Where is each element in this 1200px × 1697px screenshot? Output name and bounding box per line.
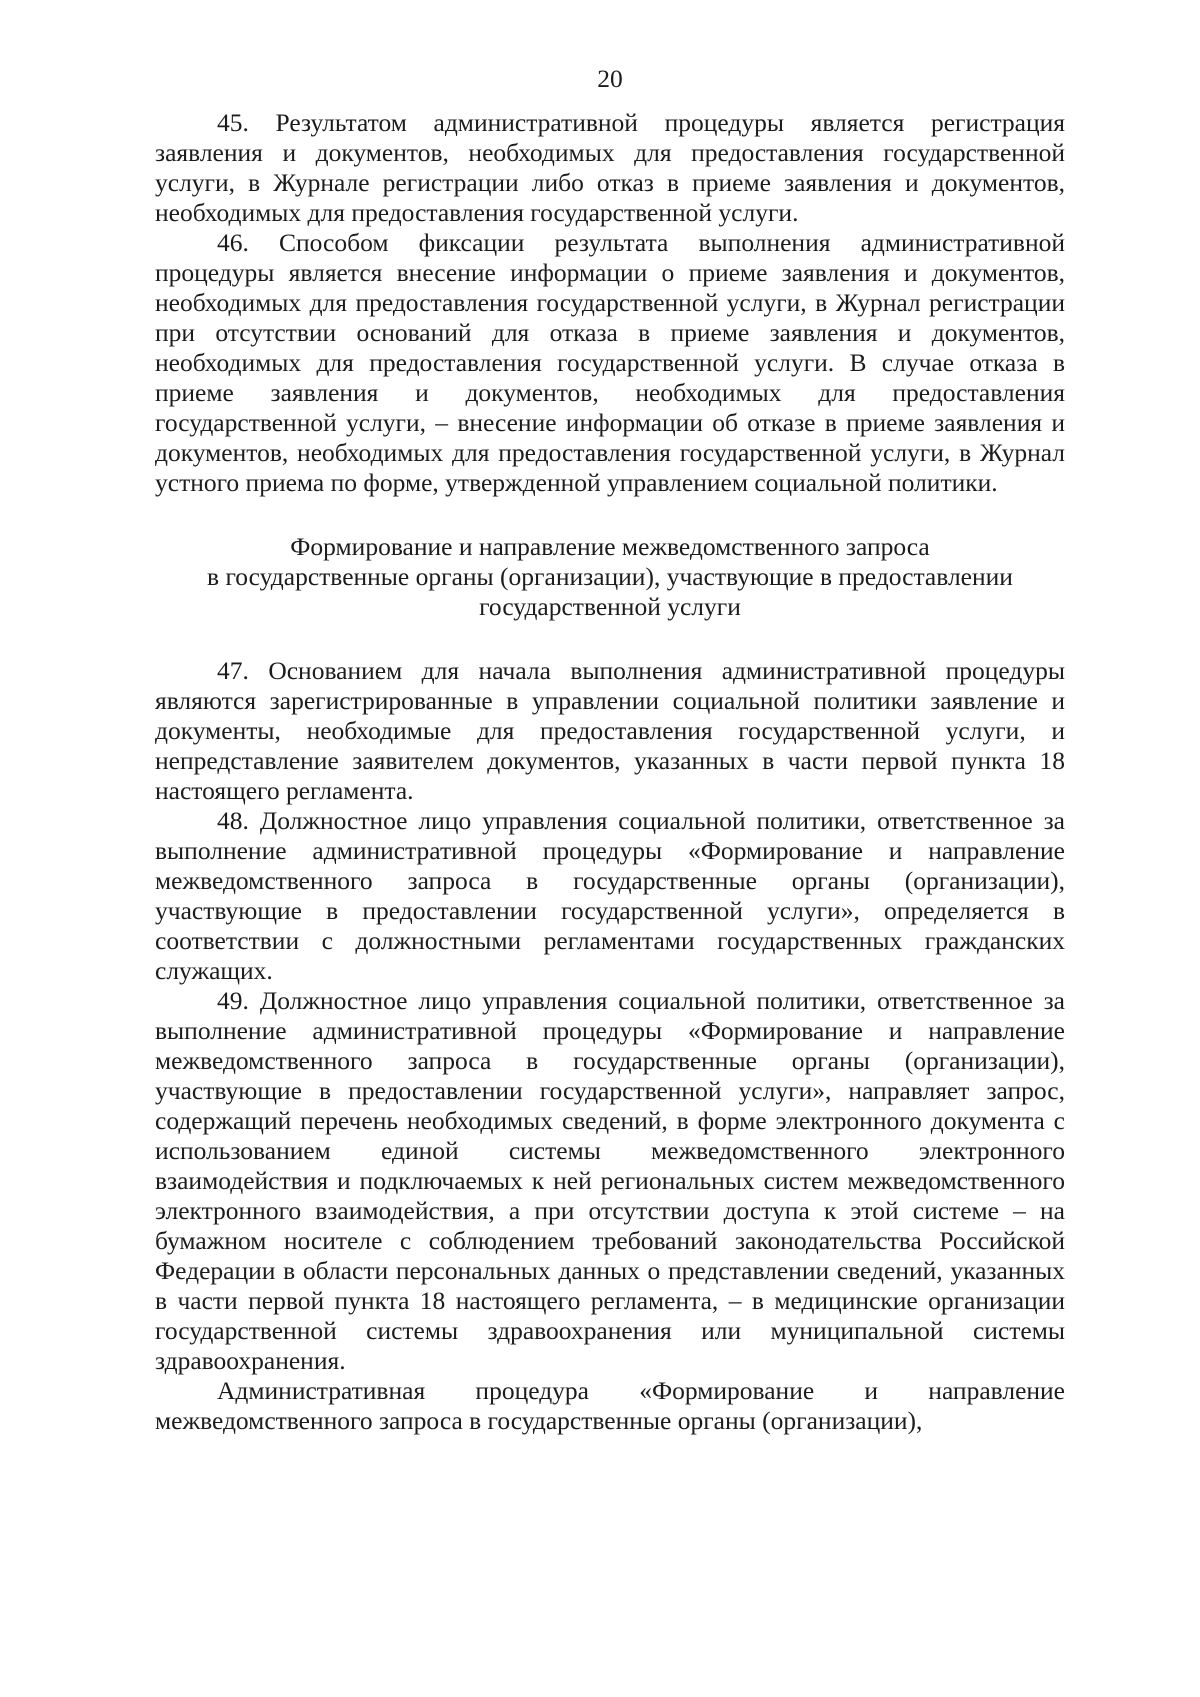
- paragraph-49: 49. Должностное лицо управления социальной политики, ответственное за выполнение административной процедуры «Формирование и направление межведомственного запроса в государственные органы (организации), участвующие в предоставлении государственной услуги», направляет запрос, содержащий перечень необходимых сведений, в форме электронного документа с использованием единой системы межведомственного электронного взаимодействия и подключаемых к ней региональных систем межведомственного электронного взаимодействия, а при отсутствии доступа к этой системе – на бумажном носителе с соблюдением требований законодательства Российской Федерации в области персональных данных о представлении сведений, указанных в части первой пункта 18 настоящего регламента, – в медицинские организации государственной системы здравоохранения или муниципальной системы здравоохранения.: [155, 986, 1065, 1375]
- paragraph-46: 46. Способом фиксации результата выполнения административной процедуры является внесение информации о приеме заявления и документов, необходимых для предоставления государственной услуги, в Журнал регистрации при отсутствии оснований для отказа в приеме заявления и документов, необходимых для предоставления государственной услуги. В случае отказа в приеме заявления и документов, необходимых для предоставления государственной услуги, – внесение информации об отказе в приеме заявления и документов, необходимых для предоставления государственной услуги, в Журнал устного приема по форме, утвержденной управлением социальной политики.: [155, 228, 1065, 497]
- paragraph-48: 48. Должностное лицо управления социальной политики, ответственное за выполнение административной процедуры «Формирование и направление межведомственного запроса в государственные органы (организации), участвующие в предоставлении государственной услуги», определяется в соответствии с должностными регламентами государственных гражданских служащих.: [155, 806, 1065, 985]
- section-heading-line-3: государственной услуги: [479, 592, 741, 621]
- page-number: 20: [597, 64, 623, 93]
- paragraph-45: 45. Результатом административной процедуры является регистрация заявления и документов, необходимых для предоставления государственной услуги, в Журнале регистрации либо отказ в приеме заявления и документов, необходимых для предоставления государственной услуги.: [155, 108, 1065, 227]
- section-heading-line-1: Формирование и направление межведомственного запроса: [290, 532, 930, 561]
- section-heading-line-2: в государственные органы (организации), участвующие в предоставлении: [207, 562, 1013, 591]
- document-page: [155, 64, 1065, 1436]
- paragraph-47: 47. Основанием для начала выполнения административной процедуры являются зарегистрированные в управлении социальной политики заявление и документы, необходимые для предоставления государственной услуги, и непредставление заявителем документов, указанных в части первой пункта 18 настоящего регламента.: [155, 656, 1065, 805]
- section-heading: [155, 532, 1065, 622]
- paragraph-procedure-continuation: Административная процедура «Формирование и направление межведомственного запроса в государственные органы (организации),: [155, 1376, 1065, 1435]
